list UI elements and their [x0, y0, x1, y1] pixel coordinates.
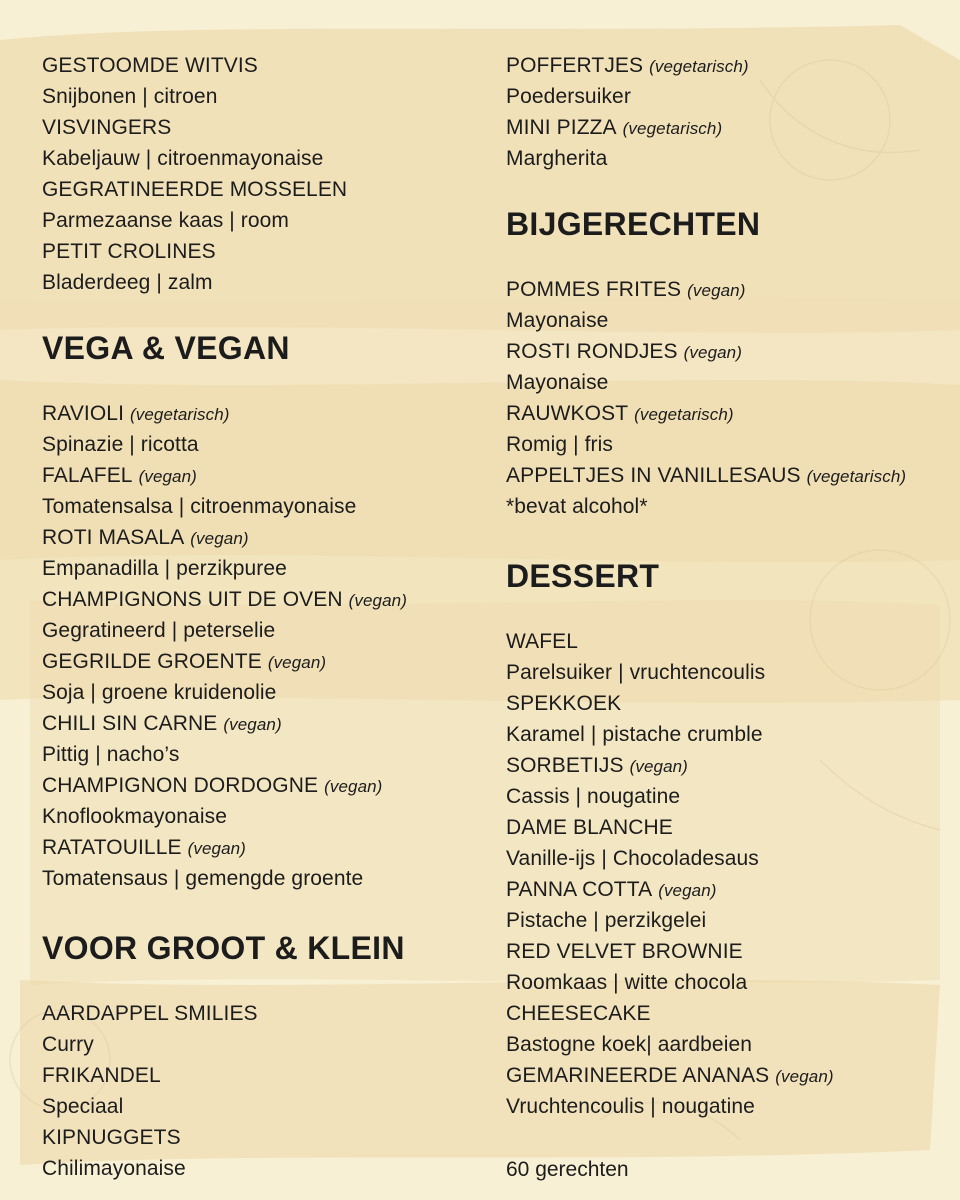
dish-description: Curry — [42, 1033, 94, 1056]
dish-description: *bevat alcohol* — [506, 495, 648, 518]
dish-name — [42, 522, 482, 553]
dish-name — [42, 646, 482, 677]
dish-name — [42, 398, 482, 429]
dish-title: PANNA COTTA — [506, 878, 653, 901]
dish-title: APPELTJES IN VANILLESAUS — [506, 464, 801, 487]
dish-name — [506, 998, 946, 1029]
diet-tag: (vegan) — [775, 1067, 834, 1086]
dish-title: RAVIOLI — [42, 402, 125, 425]
dish-title: GEMARINEERDE ANANAS — [506, 1064, 770, 1087]
dish-name — [506, 750, 946, 781]
dish-name — [42, 770, 482, 801]
dish-name — [506, 336, 946, 367]
dish-name — [506, 50, 946, 81]
diet-tag: (vegan) — [629, 757, 688, 776]
diet-tag: (vegan) — [187, 839, 246, 858]
dish-name — [42, 998, 482, 1029]
dish-name — [42, 174, 482, 205]
diet-tag: (vegetarisch) — [634, 405, 734, 424]
dish-title: GESTOOMDE WITVIS — [42, 54, 258, 77]
kids-section — [42, 998, 482, 1184]
diet-tag: (vegan) — [348, 591, 407, 610]
dish-title: SPEKKOEK — [506, 692, 622, 715]
diet-tag: (vegan) — [223, 715, 282, 734]
dish-title: CHEESECAKE — [506, 1002, 651, 1025]
dish-name — [42, 584, 482, 615]
dish-description: Pistache | perzikgelei — [506, 909, 707, 932]
dish-title: VISVINGERS — [42, 116, 172, 139]
diet-tag: (vegetarisch) — [806, 467, 907, 486]
right-column — [506, 50, 946, 1185]
intro-section-right — [506, 50, 946, 174]
dish-count-footer: 60 gerechten — [506, 1158, 629, 1181]
dish-name — [506, 626, 946, 657]
dish-title: SORBETIJS — [506, 754, 624, 777]
dish-name — [506, 274, 946, 305]
dish-name — [506, 936, 946, 967]
sides-section — [506, 274, 946, 522]
dish-description: Roomkaas | witte chocola — [506, 971, 748, 994]
dish-name — [42, 1060, 482, 1091]
dish-name — [42, 236, 482, 267]
diet-tag: (vegetarisch) — [130, 405, 230, 424]
diet-tag: (vegan) — [687, 281, 746, 300]
vega-section — [42, 398, 482, 894]
dish-name — [42, 460, 482, 491]
dish-title: POFFERTJES — [506, 54, 644, 77]
diet-tag: (vegetarisch) — [649, 57, 749, 76]
dish-name — [42, 112, 482, 143]
dish-name — [506, 688, 946, 719]
dish-description: Knoflookmayonaise — [42, 805, 227, 828]
diet-tag: (vegan) — [324, 777, 383, 796]
dish-description: Kabeljauw | citroenmayonaise — [42, 147, 324, 170]
dish-description: Pittig | nacho’s — [42, 743, 180, 766]
dish-description: Vanille-ijs | Chocoladesaus — [506, 847, 759, 870]
dish-title: FRIKANDEL — [42, 1064, 161, 1087]
dish-description: Tomatensalsa | citroenmayonaise — [42, 495, 357, 518]
dish-description: Cassis | nougatine — [506, 785, 681, 808]
dish-title: DAME BLANCHE — [506, 816, 673, 839]
dish-title: AARDAPPEL SMILIES — [42, 1002, 258, 1025]
dessert-section — [506, 626, 946, 1122]
dish-name — [506, 398, 946, 429]
dish-title: KIPNUGGETS — [42, 1126, 181, 1149]
dish-title: FALAFEL — [42, 464, 133, 487]
section-heading-kids: VOOR GROOT & KLEIN — [42, 930, 405, 966]
diet-tag: (vegetarisch) — [622, 119, 723, 138]
dish-description: Soja | groene kruidenolie — [42, 681, 277, 704]
dish-title: CHAMPIGNONS UIT DE OVEN — [42, 588, 343, 611]
dish-title: GEGRILDE GROENTE — [42, 650, 262, 673]
dish-description: Chilimayonaise — [42, 1157, 186, 1180]
section-heading-vega: VEGA & VEGAN — [42, 330, 290, 366]
dish-title: ROTI MASALA — [42, 526, 185, 549]
dish-description: Speciaal — [42, 1095, 124, 1118]
dish-description: Poedersuiker — [506, 85, 631, 108]
dish-name — [506, 112, 946, 143]
dish-title: POMMES FRITES — [506, 278, 682, 301]
diet-tag: (vegan) — [190, 529, 249, 548]
dish-name — [506, 812, 946, 843]
section-heading-dessert: DESSERT — [506, 558, 660, 594]
diet-tag: (vegan) — [658, 881, 717, 900]
dish-name — [42, 708, 482, 739]
dish-description: Romig | fris — [506, 433, 613, 456]
dish-description: Mayonaise — [506, 371, 609, 394]
dish-title: WAFEL — [506, 630, 579, 653]
dish-description: Bladerdeeg | zalm — [42, 271, 213, 294]
dish-title: RED VELVET BROWNIE — [506, 940, 743, 963]
dish-title: RATATOUILLE — [42, 836, 182, 859]
dish-description: Bastogne koek| aardbeien — [506, 1033, 753, 1056]
dish-name — [42, 832, 482, 863]
dish-name — [506, 874, 946, 905]
dish-description: Spinazie | ricotta — [42, 433, 199, 456]
dish-title: PETIT CROLINES — [42, 240, 216, 263]
dish-title: CHILI SIN CARNE — [42, 712, 218, 735]
dish-description: Empanadilla | perzikpuree — [42, 557, 287, 580]
dish-description: Karamel | pistache crumble — [506, 723, 763, 746]
dish-description: Mayonaise — [506, 309, 609, 332]
diet-tag: (vegan) — [267, 653, 327, 672]
dish-description: Vruchtencoulis | nougatine — [506, 1095, 755, 1118]
left-column — [42, 50, 482, 1184]
dish-description: Tomatensaus | gemengde groente — [42, 867, 364, 890]
intro-section-left — [42, 50, 482, 298]
dish-title: CHAMPIGNON DORDOGNE — [42, 774, 319, 797]
dish-name — [506, 460, 946, 491]
dish-title: ROSTI RONDJES — [506, 340, 678, 363]
dish-name — [42, 1122, 482, 1153]
dish-description: Parelsuiker | vruchtencoulis — [506, 661, 766, 684]
dish-description: Gegratineerd | peterselie — [42, 619, 276, 642]
dish-name — [506, 1060, 946, 1091]
dish-description: Parmezaanse kaas | room — [42, 209, 290, 232]
dish-title: RAUWKOST — [506, 402, 629, 425]
dish-name — [42, 50, 482, 81]
diet-tag: (vegan) — [138, 467, 197, 486]
dish-title: MINI PIZZA — [506, 116, 617, 139]
dish-title: GEGRATINEERDE MOSSELEN — [42, 178, 348, 201]
diet-tag: (vegan) — [683, 343, 742, 362]
dish-description: Snijbonen | citroen — [42, 85, 218, 108]
section-heading-sides: BIJGERECHTEN — [506, 206, 761, 242]
dish-description: Margherita — [506, 147, 608, 170]
